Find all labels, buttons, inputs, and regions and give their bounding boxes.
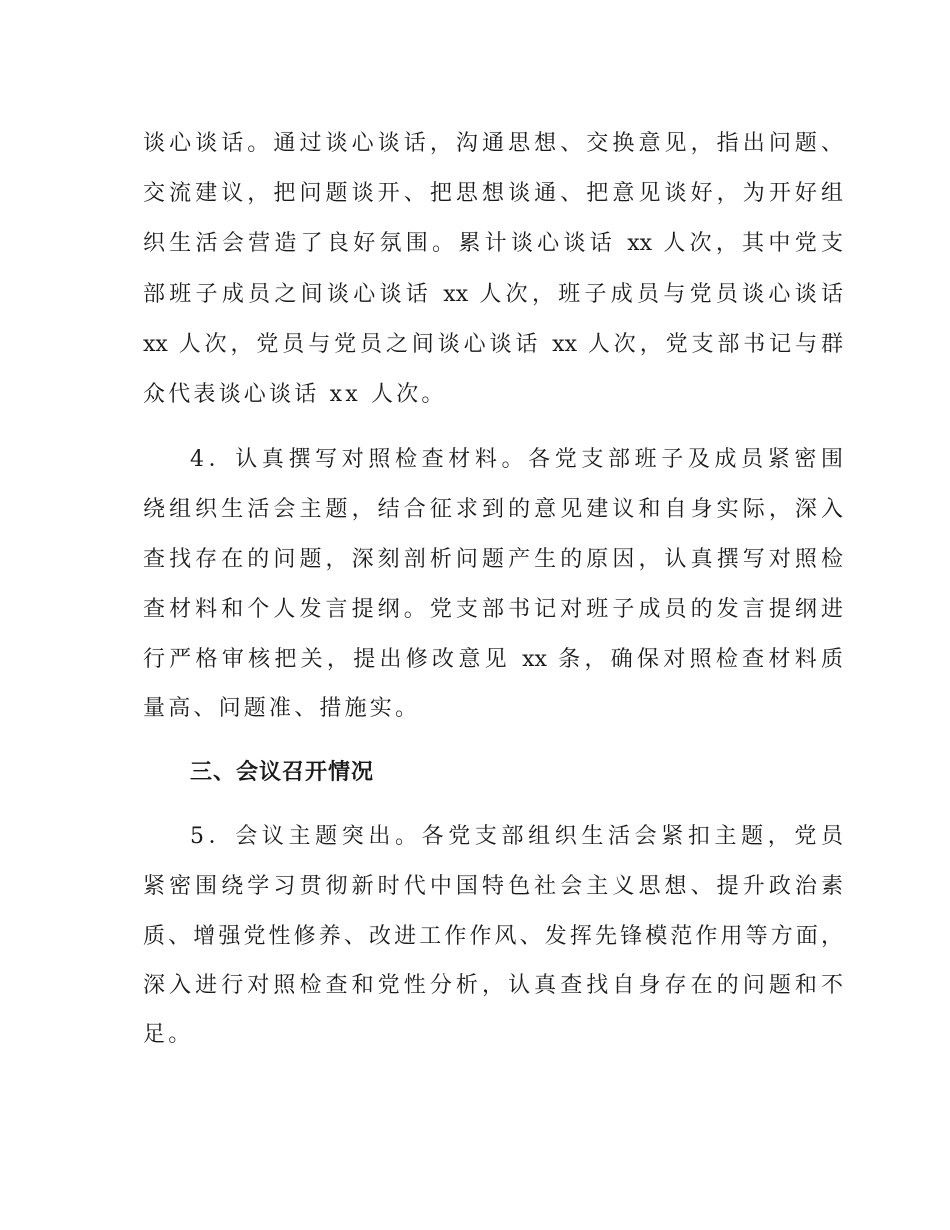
paragraph-1-line-5: xx 人次，党员与党员之间谈心谈话 xx 人次，党支部书记与群: [143, 332, 843, 357]
paragraph-3-line-1: 5．会议主题突出。各党支部组织生活会紧扣主题，党员: [190, 824, 843, 849]
paragraph-2-line-4: 查材料和个人发言提纲。党支部书记对班子成员的发言提纲进: [143, 597, 843, 622]
paragraph-3-line-4: 深入进行对照检查和党性分析，认真查找自身存在的问题和不: [143, 973, 843, 998]
paragraph-2-line-6: 量高、问题准、措施实。: [143, 696, 421, 721]
paragraph-1-line-6: 众代表谈心谈话 xx 人次。: [143, 382, 447, 407]
paragraph-3-line-2: 紧密围绕学习贯彻新时代中国特色社会主义思想、提升政治素: [143, 874, 843, 899]
paragraph-1-line-4: 部班子成员之间谈心谈话 xx 人次，班子成员与党员谈心谈话: [143, 282, 843, 307]
section-heading: 三、会议召开情况: [190, 760, 375, 785]
paragraph-2-line-2: 绕组织生活会主题，结合征求到的意见建议和自身实际，深入: [143, 497, 843, 522]
paragraph-1-line-2: 交流建议，把问题谈开、把思想谈通、把意见谈好，为开好组: [143, 181, 843, 206]
paragraph-1-line-1: 谈心谈话。通过谈心谈话，沟通思想、交换意见，指出问题、: [143, 131, 843, 156]
paragraph-1-line-3: 织生活会营造了良好氛围。累计谈心谈话 xx 人次，其中党支: [143, 231, 843, 256]
paragraph-3-line-3: 质、增强党性修养、改进工作作风、发挥先锋模范作用等方面，: [143, 924, 843, 949]
paragraph-2-line-1: 4．认真撰写对照检查材料。各党支部班子及成员紧密围: [190, 447, 843, 472]
paragraph-2-line-3: 查找存在的问题，深刻剖析问题产生的原因，认真撰写对照检: [143, 547, 843, 572]
paragraph-2-line-5: 行严格审核把关，提出修改意见 xx 条，确保对照检查材料质: [143, 647, 843, 672]
paragraph-3-line-5: 足。: [143, 1022, 194, 1047]
